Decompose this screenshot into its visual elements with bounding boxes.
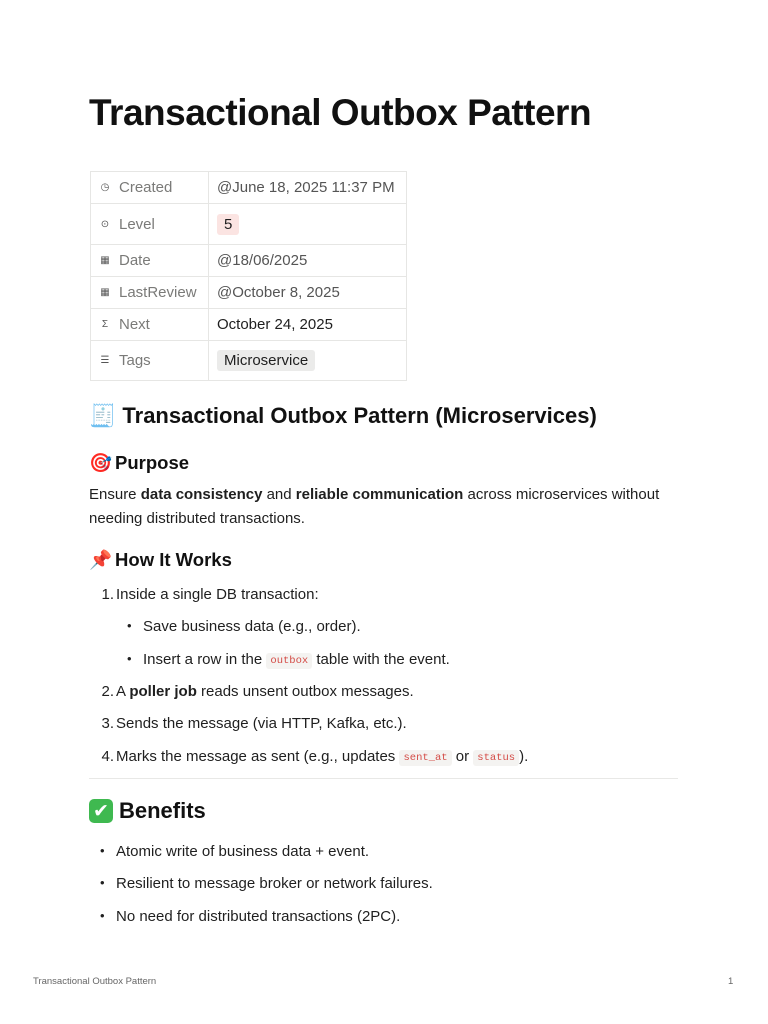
inline-code: outbox xyxy=(266,653,312,669)
list-item: • No need for distributed transactions (2PC). xyxy=(100,908,401,925)
property-key: Date xyxy=(119,252,151,269)
calendar-icon: ▦ xyxy=(100,255,110,266)
list-item: • Resilient to message broker or network failures. xyxy=(100,875,433,892)
property-row-date xyxy=(91,245,407,277)
sub-list-item: • Save business data (e.g., order). xyxy=(127,618,361,635)
sub-list-item: • Insert a row in the outbox table with the event. xyxy=(127,651,450,668)
property-key: Level xyxy=(119,215,155,233)
inline-code: sent_at xyxy=(399,750,451,766)
property-key: Tags xyxy=(119,352,151,369)
calendar-icon: ▦ xyxy=(100,287,110,298)
receipt-icon: 🧾 xyxy=(89,403,117,428)
section-heading-text: Transactional Outbox Pattern (Microservices) xyxy=(122,403,597,428)
list-item: 4. Marks the message as sent (e.g., updates sent_at or status ). xyxy=(101,748,529,765)
footer-title: Transactional Outbox Pattern xyxy=(33,976,157,987)
tag-pill[interactable]: Microservice xyxy=(217,350,315,371)
target-emoji-icon: 🎯 xyxy=(89,452,113,473)
benefits-heading-text: Benefits xyxy=(119,798,206,823)
purpose-heading xyxy=(89,452,189,474)
check-mark-icon: ✔ xyxy=(89,799,113,823)
list-item: 3. Sends the message (via HTTP, Kafka, etc.). xyxy=(101,715,407,732)
property-row-lastreview xyxy=(91,277,407,309)
list-item: 1. Inside a single DB transaction: xyxy=(101,586,319,603)
how-heading-text: How It Works xyxy=(115,549,232,570)
properties-table xyxy=(90,171,407,381)
clock-icon: ◷ xyxy=(100,182,110,193)
how-it-works-heading xyxy=(89,549,232,571)
purpose-paragraph: Ensure data consistency and reliable communication across microservices without needing distributed transactions. xyxy=(89,486,660,527)
page-number: 1 xyxy=(728,976,734,987)
purpose-heading-text: Purpose xyxy=(115,452,190,473)
property-row-created xyxy=(91,172,407,204)
property-row-level xyxy=(91,204,407,245)
section-heading xyxy=(89,403,597,429)
pushpin-icon: 📌 xyxy=(89,549,113,570)
property-key: Next xyxy=(119,316,150,333)
list-item: 2. A poller job reads unsent outbox messages. xyxy=(101,683,414,700)
list-icon: ☰ xyxy=(100,355,110,366)
property-value[interactable]: @18/06/2025 xyxy=(209,245,407,277)
property-value[interactable]: @October 8, 2025 xyxy=(209,277,407,309)
property-value: October 24, 2025 xyxy=(209,309,407,341)
bold-text: poller job xyxy=(129,683,197,700)
list-item: • Atomic write of business data + event. xyxy=(100,843,370,860)
inline-code: status xyxy=(473,750,519,766)
page-title: Transactional Outbox Pattern xyxy=(89,92,592,133)
property-value[interactable]: @June 18, 2025 11:37 PM xyxy=(209,172,407,204)
sigma-icon: Σ xyxy=(101,319,109,330)
property-key: LastReview xyxy=(119,284,197,301)
benefits-heading xyxy=(89,798,206,824)
bold-text: reliable communication xyxy=(295,486,464,503)
divider xyxy=(89,778,678,779)
property-key: Created xyxy=(119,179,173,196)
property-row-next xyxy=(91,309,407,341)
target-icon: ⊙ xyxy=(100,218,110,230)
bold-text: data consistency xyxy=(140,486,263,503)
property-row-tags xyxy=(91,341,407,381)
level-pill[interactable]: 5 xyxy=(217,214,239,235)
